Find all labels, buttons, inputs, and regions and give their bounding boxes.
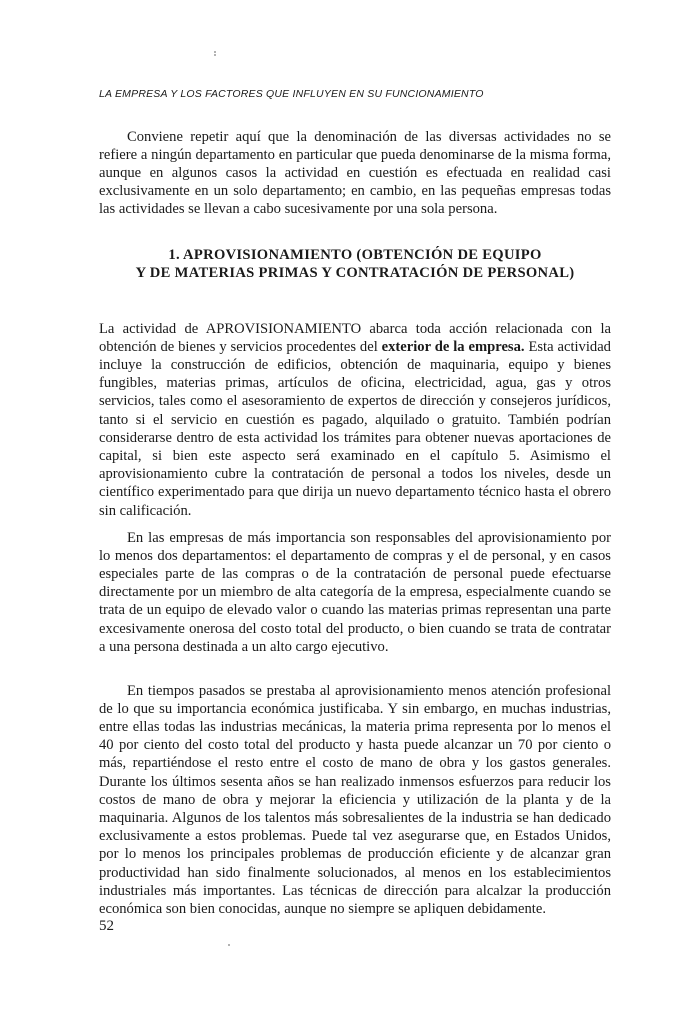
paragraph-2-emphasis: exterior de la empresa.	[381, 338, 525, 355]
page-number: 52	[99, 918, 114, 934]
section-heading-line-1: 1. APROVISIONAMIENTO (OBTENCIÓN DE EQUIPO	[168, 247, 542, 263]
paragraph-2	[99, 320, 611, 520]
paragraph-1: Conviene repetir aquí que la denominación de las diversas actividades no se refiere a ningún departamento en particular que pueda denominarse de la misma forma, aunque en algunos casos la actividad en cuestión es efectuada en realidad casi exclusivamente en un solo departamento; en cambio, en las pequeñas empresas todas las actividades se llevan a cabo sucesivamente por una sola persona.	[99, 128, 611, 218]
paragraph-2-rest: Esta actividad incluye la construcción de edificios, obtención de maquinaria, equipo y bienes fungibles, materias primas, artículos de oficina, electricidad, agua, gas y otros servicios, tales como el asesoramiento de expertos de dirección y consejeros jurídicos, tanto si el servicio en cuestión es pagado, alquilado o gratuito. También podrían considerarse dentro de esta actividad los trámites para obtener nuevas aportaciones de capital, si bien este aspecto será examinado en el capítulo 5. Asimismo el aprovisionamiento cubre la contratación de personal a todos los niveles, desde un científico experimentado para que dirija un nuevo departamento técnico hasta el obrero sin calificación.	[99, 338, 611, 519]
section-heading-line-2: Y DE MATERIAS PRIMAS Y CONTRATACIÓN DE PERSONAL)	[135, 265, 575, 281]
paragraph-4: En tiempos pasados se prestaba al aprovisionamiento menos atención profesional de lo que su importancia económica justificaba. Y sin embargo, en muchas industrias, entre ellas todas las industrias mecánicas, la materia prima representa por lo menos el 40 por ciento del costo total del producto y hasta puede alcanzar un 70 por ciento o más, repartiéndose el resto entre el costo de mano de obra y los gastos generales. Durante los últimos sesenta años se han realizado inmensos esfuerzos para reducir los costos de mano de obra y mejorar la eficiencia y utilización de la planta y de la maquinaria. Algunos de los talentos más sobresalientes de la industria se han dedicado exclusivamente a estos problemas. Puede tal vez asegurarse que, en Estados Unidos, por lo menos los principales problemas de producción eficiente y de alcanzar gran productividad han sido finalmente solucionados, al menos en los establecimientos industriales más importantes. Las técnicas de dirección para alcalzar la producción económica son bien conocidas, aunque no siempre se apliquen debidamente.	[99, 682, 611, 918]
paragraph-2-intro: La actividad de APROVISIONAMIENTO abarca toda acción relacionada con la obtención de bienes y servicios procedentes del	[99, 320, 611, 355]
running-head: LA EMPRESA Y LOS FACTORES QUE INFLUYEN EN SU FUNCIONAMIENTO	[99, 88, 484, 100]
book-page	[99, 0, 611, 1012]
paragraph-3: En las empresas de más importancia son responsables del aprovisionamiento por lo menos dos departamentos: el departamento de compras y el de personal, y en casos especiales parte de las compras o de la contratación de personal puede efectuarse directamente por un miembro de alta categoría de la empresa, especialmente cuando se trata de un equipo de elevado valor o cuando las materias primas representan una parte excesivamente onerosa del costo total del producto, o bien cuando se trata de contratar a una persona destinada a un alto cargo ejecutivo.	[99, 529, 611, 655]
section-heading	[99, 246, 611, 282]
